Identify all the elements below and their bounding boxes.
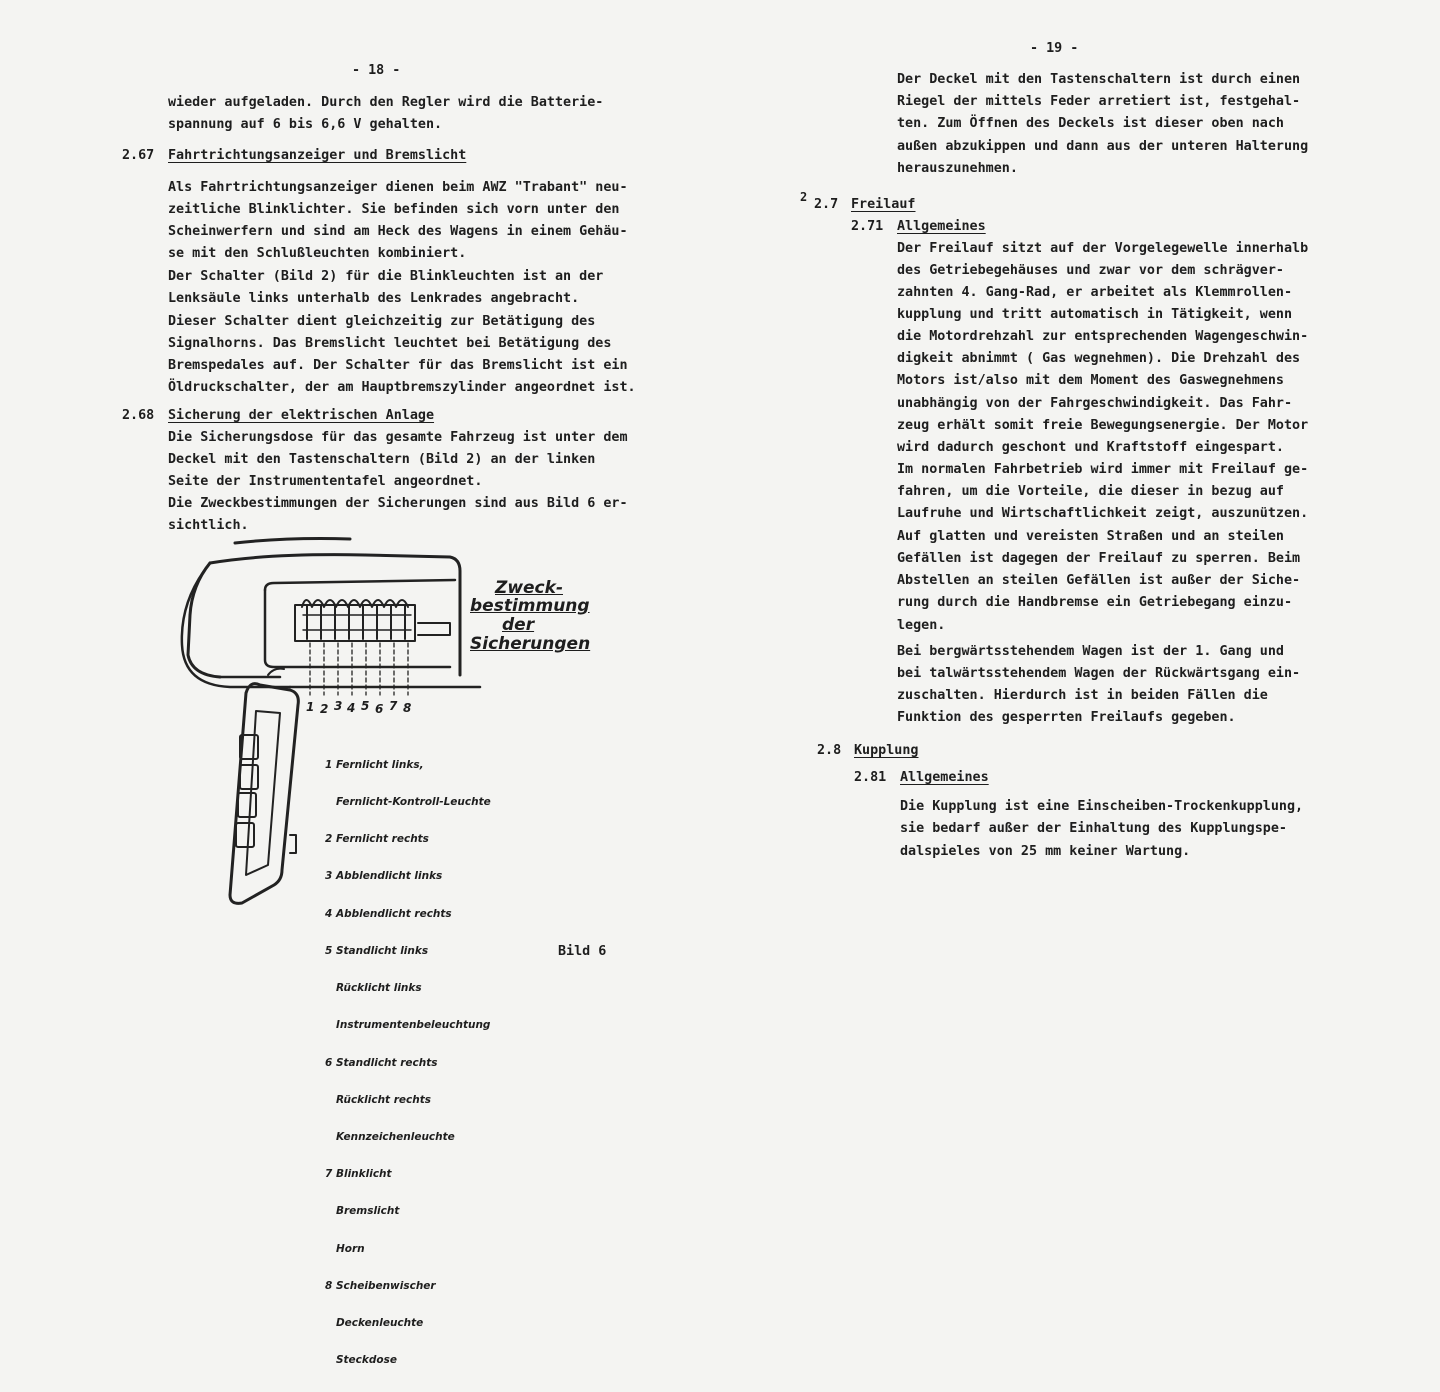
text-line: Lenksäule links unterhalb des Lenkrades angebracht. xyxy=(168,291,580,306)
text-line: zahnten 4. Gang-Rad, er arbeitet als Klemmrollen- xyxy=(897,285,1293,300)
page-number-19: - 19 - xyxy=(1030,41,1079,56)
section-heading-freilauf: Freilauf xyxy=(851,197,916,212)
text-line: Deckel mit den Tastenschaltern (Bild 2) an der linken xyxy=(168,452,596,467)
legend-line: 5 Standlicht links xyxy=(325,944,429,957)
legend-line: Horn xyxy=(325,1242,365,1255)
section-number-2-71: 2.71 xyxy=(851,219,884,234)
text-line: herauszunehmen. xyxy=(897,161,1018,176)
fuse-number-4: 4 xyxy=(347,701,356,715)
text-line: Öldruckschalter, der am Hauptbremszylinder angeordnet ist. xyxy=(168,380,636,395)
text-line: kupplung und tritt automatisch in Tätigkeit, wenn xyxy=(897,307,1293,322)
section-number-2-81: 2.81 xyxy=(854,770,887,785)
section-heading-allgemeines: Allgemeines xyxy=(897,219,986,234)
text-line: Bei bergwärtsstehendem Wagen ist der 1. Gang und xyxy=(897,644,1284,659)
section-heading-kupplung: Kupplung xyxy=(854,743,919,758)
text-line: unabhängig von der Fahrgeschwindigkeit. Das Fahr- xyxy=(897,396,1293,411)
text-line: Auf glatten und vereisten Straßen und an steilen xyxy=(897,529,1284,544)
text-line: rung durch die Handbremse ein Getriebegang einzu- xyxy=(897,595,1293,610)
text-line: spannung auf 6 bis 6,6 V gehalten. xyxy=(168,117,443,132)
legend-line: 8 Scheibenwischer xyxy=(325,1279,436,1292)
legend-line: 4 Abblendlicht rechts xyxy=(325,907,452,920)
figure-title-line: Zweck- xyxy=(495,578,563,598)
text-line: Der Freilauf sitzt auf der Vorgelegewelle innerhalb xyxy=(897,241,1309,256)
text-line: außen abzukippen und dann aus der unteren Halterung xyxy=(897,139,1309,154)
legend-line: Bremslicht xyxy=(325,1205,400,1218)
figure-title-line: Sicherungen xyxy=(470,634,591,654)
text-line: sichtlich. xyxy=(168,518,249,533)
fuse-number-2: 2 xyxy=(320,702,329,716)
text-line: zeitliche Blinklichter. Sie befinden sich vorn unter den xyxy=(168,202,620,217)
fuse-number-6: 6 xyxy=(375,702,384,716)
legend-line: Steckdose xyxy=(325,1354,397,1367)
text-line: Der Deckel mit den Tastenschaltern ist durch einen xyxy=(897,72,1301,87)
legend-line: Deckenleuchte xyxy=(325,1317,424,1330)
legend-line: Kennzeichenleuchte xyxy=(325,1131,455,1143)
text-line: fahren, um die Vorteile, die dieser in bezug auf xyxy=(897,484,1284,499)
figure-title-line: bestimmung xyxy=(470,596,590,616)
section-number-2-8: 2.8 xyxy=(817,743,842,758)
text-line: die Motordrehzahl zur entsprechenden Wagengeschwin- xyxy=(897,329,1309,344)
text-line: Laufruhe und Wirtschaftlichkeit zeigt, auszunützen. xyxy=(897,506,1309,521)
fuse-number-5: 5 xyxy=(361,699,370,713)
left-page xyxy=(0,0,720,1367)
text-line: Funktion des gesperrten Freilaufs gegeben. xyxy=(897,710,1236,725)
fuse-number-1: 1 xyxy=(306,700,315,714)
section-number-2-68: 2.68 xyxy=(122,408,155,423)
text-line: se mit den Schlußleuchten kombiniert. xyxy=(168,246,467,261)
text-line: digkeit abnimmt ( Gas wegnehmen). Die Drehzahl des xyxy=(897,351,1301,366)
fuse-number-7: 7 xyxy=(389,699,398,713)
legend-line: 2 Fernlicht rechts xyxy=(325,833,429,846)
text-line: Als Fahrtrichtungsanzeiger dienen beim AWZ "Trabant" neu- xyxy=(168,180,628,195)
text-line: Die Sicherungsdose für das gesamte Fahrzeug ist unter dem xyxy=(168,430,628,445)
legend-line: 6 Standlicht rechts xyxy=(325,1056,438,1069)
figure-title-line: der xyxy=(502,615,535,635)
text-line: legen. xyxy=(897,618,946,633)
right-page xyxy=(720,0,1440,1020)
section-heading-sicherung: Sicherung der elektrischen Anlage xyxy=(168,408,435,423)
text-line: Im normalen Fahrbetrieb wird immer mit Freilauf ge- xyxy=(897,462,1309,477)
text-line: bei talwärtsstehendem Wagen der Rückwärtsgang ein- xyxy=(897,666,1301,681)
legend-line: 1 Fernlicht links, xyxy=(325,758,424,771)
legend-line: Rücklicht rechts xyxy=(325,1093,431,1106)
text-line: zuschalten. Hierdurch ist in beiden Fällen die xyxy=(897,688,1268,703)
text-line: Die Zweckbestimmungen der Sicherungen sind aus Bild 6 er- xyxy=(168,496,628,511)
legend-line: Fernlicht-Kontroll-Leuchte xyxy=(325,796,491,809)
legend-line: 7 Blinklicht xyxy=(325,1168,392,1181)
page-number-18: - 18 - xyxy=(352,63,401,78)
section-heading-allgemeines-kupplung: Allgemeines xyxy=(900,770,989,785)
text-line: Signalhorns. Das Bremslicht leuchtet bei Betätigung des xyxy=(168,336,612,351)
section-number-2-67: 2.67 xyxy=(122,148,155,163)
section-heading-fahrtrichtungsanzeiger: Fahrtrichtungsanzeiger und Bremslicht xyxy=(168,148,467,163)
legend-line: Instrumentenbeleuchtung xyxy=(325,1019,491,1032)
text-line: Riegel der mittels Feder arretiert ist, festgehal- xyxy=(897,94,1301,109)
text-line: Seite der Instrumententafel angeordnet. xyxy=(168,474,483,489)
text-line: sie bedarf außer der Einhaltung des Kupplungspe- xyxy=(900,821,1287,836)
text-line: zeug erhält somit freie Bewegungsenergie. Der Motor xyxy=(897,418,1309,433)
text-line: ten. Zum Öffnen des Deckels ist dieser oben nach xyxy=(897,116,1284,131)
text-line: des Getriebegehäuses und zwar vor dem schrägver- xyxy=(897,263,1284,278)
text-line: Die Kupplung ist eine Einscheiben-Trockenkupplung, xyxy=(900,799,1304,814)
text-line: wird dadurch geschont und Kraftstoff eingespart. xyxy=(897,440,1284,455)
legend-line: 3 Abblendlicht links xyxy=(325,870,443,883)
fuse-number-3: 3 xyxy=(334,699,343,713)
text-line: Dieser Schalter dient gleichzeitig zur Betätigung des xyxy=(168,314,596,329)
fuse-number-8: 8 xyxy=(403,701,412,715)
text-line: Scheinwerfern und sind am Heck des Wagens in einem Gehäu- xyxy=(168,224,628,239)
text-line: Gefällen ist dagegen der Freilauf zu sperren. Beim xyxy=(897,551,1301,566)
text-line: Der Schalter (Bild 2) für die Blinkleuchten ist an der xyxy=(168,269,604,284)
text-line: dalspieles von 25 mm keiner Wartung. xyxy=(900,844,1191,859)
section-number-2-7: 2.7 xyxy=(814,197,839,212)
margin-mark: 2 xyxy=(800,190,808,204)
text-line: Bremspedales auf. Der Schalter für das Bremslicht ist ein xyxy=(168,358,628,373)
fuse-legend xyxy=(325,734,491,1392)
text-line: wieder aufgeladen. Durch den Regler wird die Batterie- xyxy=(168,95,604,110)
text-line: Abstellen an steilen Gefällen ist außer der Siche- xyxy=(897,573,1301,588)
legend-line: Rücklicht links xyxy=(325,982,422,995)
figure-fuse-box xyxy=(150,535,620,1367)
figure-caption: Bild 6 xyxy=(558,944,607,959)
text-line: Motors ist/also mit dem Moment des Gaswegnehmens xyxy=(897,373,1284,388)
